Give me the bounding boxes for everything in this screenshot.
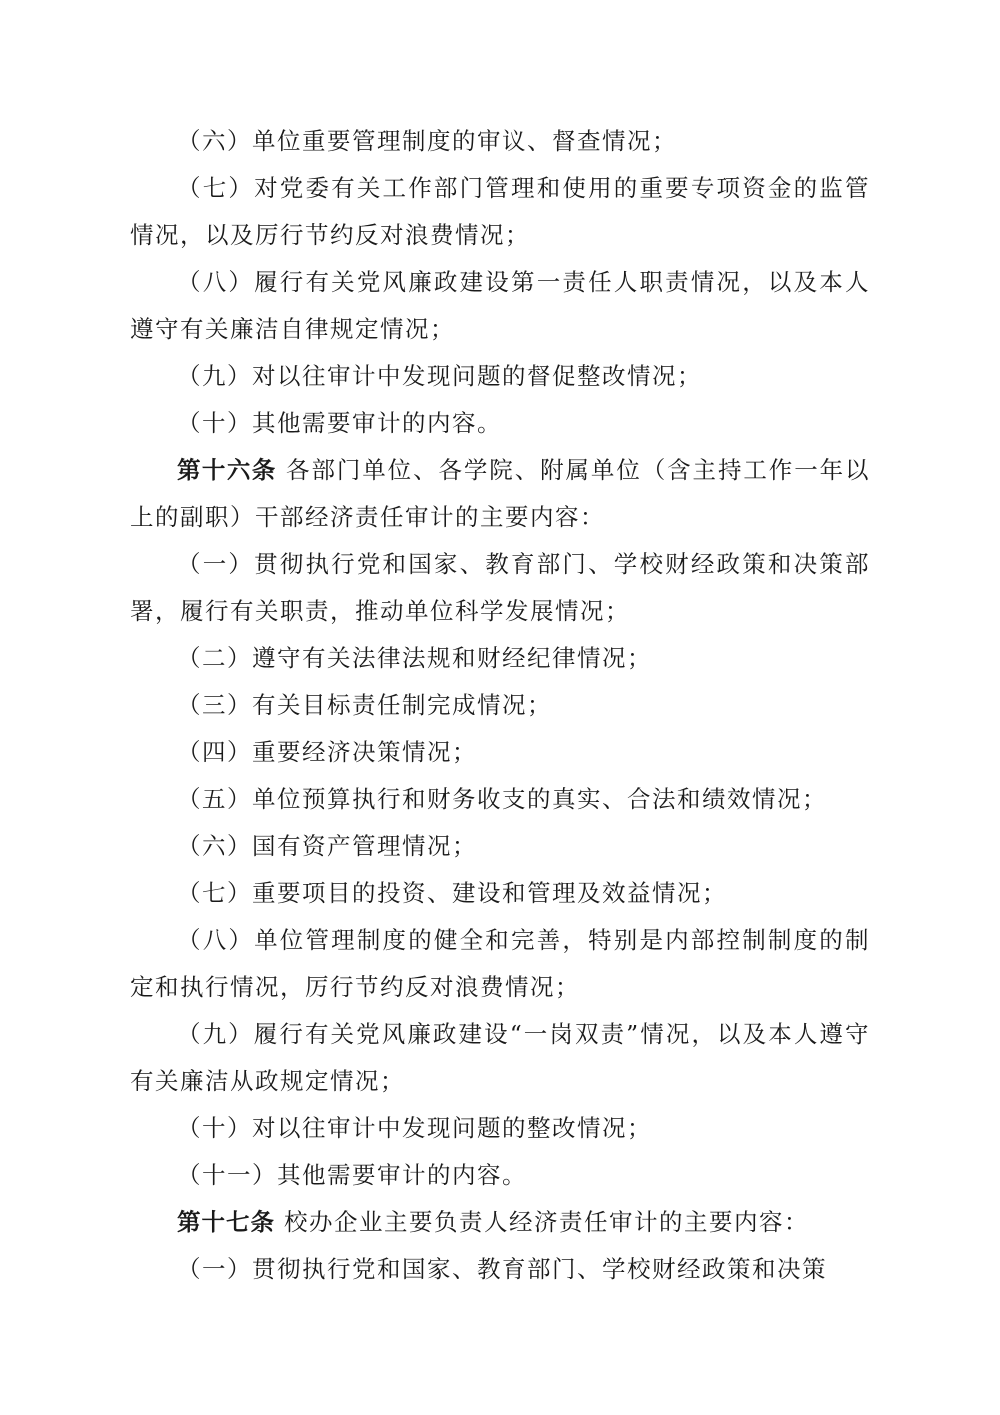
item-text: （一）贯彻执行党和国家、教育部门、学校财经政策和决策部署，履行有关职责，推动单位科学发展情况；: [130, 550, 870, 625]
list-item: [130, 165, 870, 259]
item-text: （三）有关目标责任制完成情况；: [177, 691, 552, 719]
article-paragraph: [130, 447, 870, 541]
item-text: （八）单位管理制度的健全和完善，特别是内部控制制度的制定和执行情况，厉行节约反对浪费情况；: [130, 926, 870, 1001]
list-item: [130, 541, 870, 635]
item-text: （十）对以往审计中发现问题的整改情况；: [177, 1114, 652, 1142]
list-item: [130, 118, 870, 165]
list-item: [130, 353, 870, 400]
item-text: （六）单位重要管理制度的审议、督查情况；: [177, 127, 677, 155]
item-text: （五）单位预算执行和财务收支的真实、合法和绩效情况；: [177, 785, 827, 813]
item-text: （十一）其他需要审计的内容。: [177, 1161, 527, 1189]
article-heading: 第十七条: [177, 1208, 275, 1236]
item-text: （二）遵守有关法律法规和财经纪律情况；: [177, 644, 652, 672]
list-item: [130, 917, 870, 1011]
item-text: （四）重要经济决策情况；: [177, 738, 477, 766]
item-text: （七）重要项目的投资、建设和管理及效益情况；: [177, 879, 727, 907]
list-item: [130, 870, 870, 917]
list-item: [130, 400, 870, 447]
item-text: （十）其他需要审计的内容。: [177, 409, 502, 437]
document-body: [130, 118, 870, 1293]
list-item: [130, 1152, 870, 1199]
list-item: [130, 259, 870, 353]
list-item: [130, 1105, 870, 1152]
list-item: [130, 729, 870, 776]
item-text: （九）对以往审计中发现问题的督促整改情况；: [177, 362, 702, 390]
list-item: [130, 1246, 870, 1293]
list-item: [130, 682, 870, 729]
item-text: （七）对党委有关工作部门管理和使用的重要专项资金的监管情况，以及厉行节约反对浪费情况；: [130, 174, 870, 249]
article-heading: 第十六条: [177, 456, 277, 484]
item-text: 校办企业主要负责人经济责任审计的主要内容：: [283, 1208, 809, 1236]
item-text: 各部门单位、各学院、附属单位（含主持工作一年以上的副职）干部经济责任审计的主要内容：: [130, 456, 871, 531]
item-text: （一）贯彻执行党和国家、教育部门、学校财经政策和决策: [177, 1255, 827, 1283]
list-item: [130, 635, 870, 682]
item-text: （九）履行有关党风廉政建设“一岗双责”情况，以及本人遵守有关廉洁从政规定情况；: [130, 1020, 870, 1095]
list-item: [130, 776, 870, 823]
list-item: [130, 823, 870, 870]
item-text: （八）履行有关党风廉政建设第一责任人职责情况，以及本人遵守有关廉洁自律规定情况；: [130, 268, 870, 343]
item-text: （六）国有资产管理情况；: [177, 832, 477, 860]
list-item: [130, 1011, 870, 1105]
article-paragraph: [130, 1199, 870, 1246]
